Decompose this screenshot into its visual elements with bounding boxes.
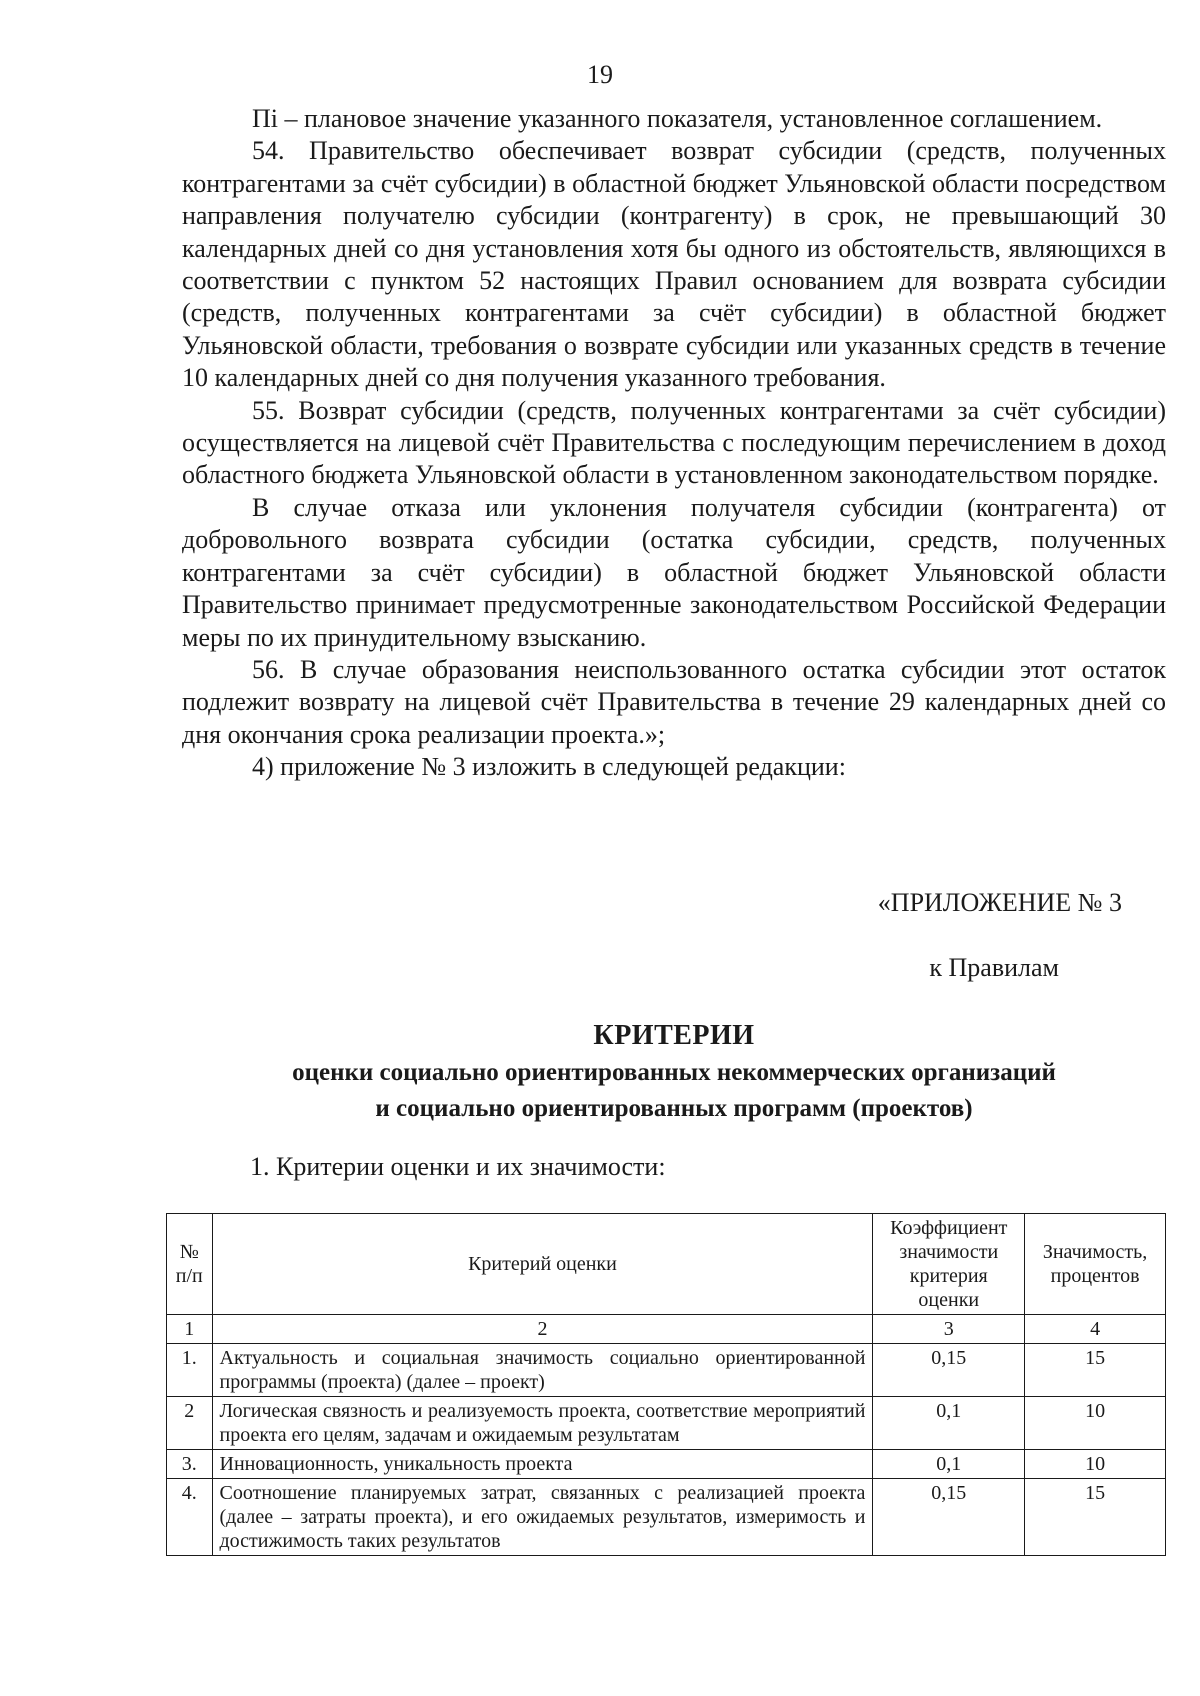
heading-line-2: и социально ориентированных программ (проектов) <box>375 1095 973 1122</box>
column-number: 3 <box>873 1315 1025 1344</box>
paragraph: 56. В случае образования неиспользованного остатка субсидии этот остаток подлежит возврату на лицевой счёт Правительства в течение 29 календарных дней со дня окончания срока реализации проекта.»; <box>182 654 1166 749</box>
row-num: 3. <box>167 1450 213 1479</box>
row-criterion: Логическая связность и реализуемость проекта, соответствие мероприятий проекта его целям, задачам и ожидаемым результатам <box>212 1397 873 1450</box>
table-row <box>167 1397 1166 1450</box>
row-coefficient: 0,15 <box>873 1344 1025 1397</box>
header-criterion: Критерий оценки <box>212 1214 873 1315</box>
column-number: 1 <box>167 1315 213 1344</box>
section-title: 1. Критерии оценки и их значимости: <box>250 1152 666 1181</box>
document-heading <box>182 1017 1166 1127</box>
header-num: № п/п <box>167 1214 213 1315</box>
row-coefficient: 0,1 <box>873 1450 1025 1479</box>
paragraph: 54. Правительство обеспечивает возврат субсидии (средств, полученных контрагентами за счёт субсидии) в областной бюджет Ульяновской области посредством направления получателю субсидии (контрагенту) в срок, не превышающий 30 календарных дней со дня установления хотя бы одного из обстоятельств, являющихся в соответствии с пунктом 52 настоящих Правил основанием для возврата субсидии (средств, полученных контрагентами за счёт субсидии) в областной бюджет Ульяновской области, требования о возврате субсидии или указанных средств в течение 10 календарных дней со дня получения указанного требования. <box>182 136 1166 393</box>
annex-label: «ПРИЛОЖЕНИЕ № 3 <box>877 888 1122 917</box>
row-criterion: Инновационность, уникальность проекта <box>212 1450 873 1479</box>
row-coefficient: 0,1 <box>873 1397 1025 1450</box>
table-column-numbers-row <box>167 1315 1166 1344</box>
table-row <box>167 1479 1166 1556</box>
paragraph: 55. Возврат субсидии (средств, полученных контрагентами за счёт субсидии) осуществляется на лицевой счёт Правительства с последующим перечислением в доход областного бюджета Ульяновской области в установленном законодательством порядке. <box>182 395 1166 490</box>
paragraph: В случае отказа или уклонения получателя субсидии (контрагента) от добровольного возврата субсидии (остатка субсидии, средств, полученных контрагентами за счёт субсидии) в областной бюджет Ульяновской области Правительство принимает предусмотренные законодательством Российской Федерации меры по их принудительному взысканию. <box>182 492 1166 652</box>
table-row <box>167 1344 1166 1397</box>
row-criterion: Соотношение планируемых затрат, связанных с реализацией проекта (далее – затраты проекта), и его ожидаемых результатов, измеримость и достижимость таких результатов <box>212 1479 873 1556</box>
annex-subtitle: к Правилам <box>929 953 1059 982</box>
row-weight: 15 <box>1025 1479 1166 1556</box>
paragraph: 4) приложение № 3 изложить в следующей редакции: <box>252 752 846 782</box>
row-num: 1. <box>167 1344 213 1397</box>
row-coefficient: 0,15 <box>873 1479 1025 1556</box>
column-number: 2 <box>212 1315 873 1344</box>
row-weight: 10 <box>1025 1397 1166 1450</box>
row-weight: 10 <box>1025 1450 1166 1479</box>
criteria-table <box>166 1213 1166 1556</box>
body-text <box>182 103 1166 784</box>
header-coefficient: Коэффициент значимости критерия оценки <box>873 1214 1025 1315</box>
column-number: 4 <box>1025 1315 1166 1344</box>
heading-title: КРИТЕРИИ <box>593 1020 755 1051</box>
row-weight: 15 <box>1025 1344 1166 1397</box>
paragraph: Пi – плановое значение указанного показателя, установленное соглашением. <box>252 104 1103 133</box>
table-row <box>167 1450 1166 1479</box>
row-num: 2 <box>167 1397 213 1450</box>
row-num: 4. <box>167 1479 213 1556</box>
page-number: 19 <box>587 60 613 89</box>
heading-line-1: оценки социально ориентированных некоммерческих организаций <box>292 1059 1056 1086</box>
table-header-row <box>167 1214 1166 1315</box>
row-criterion: Актуальность и социальная значимость социально ориентированной программы (проекта) (далее – проект) <box>212 1344 873 1397</box>
header-weight: Значимость, процентов <box>1025 1214 1166 1315</box>
